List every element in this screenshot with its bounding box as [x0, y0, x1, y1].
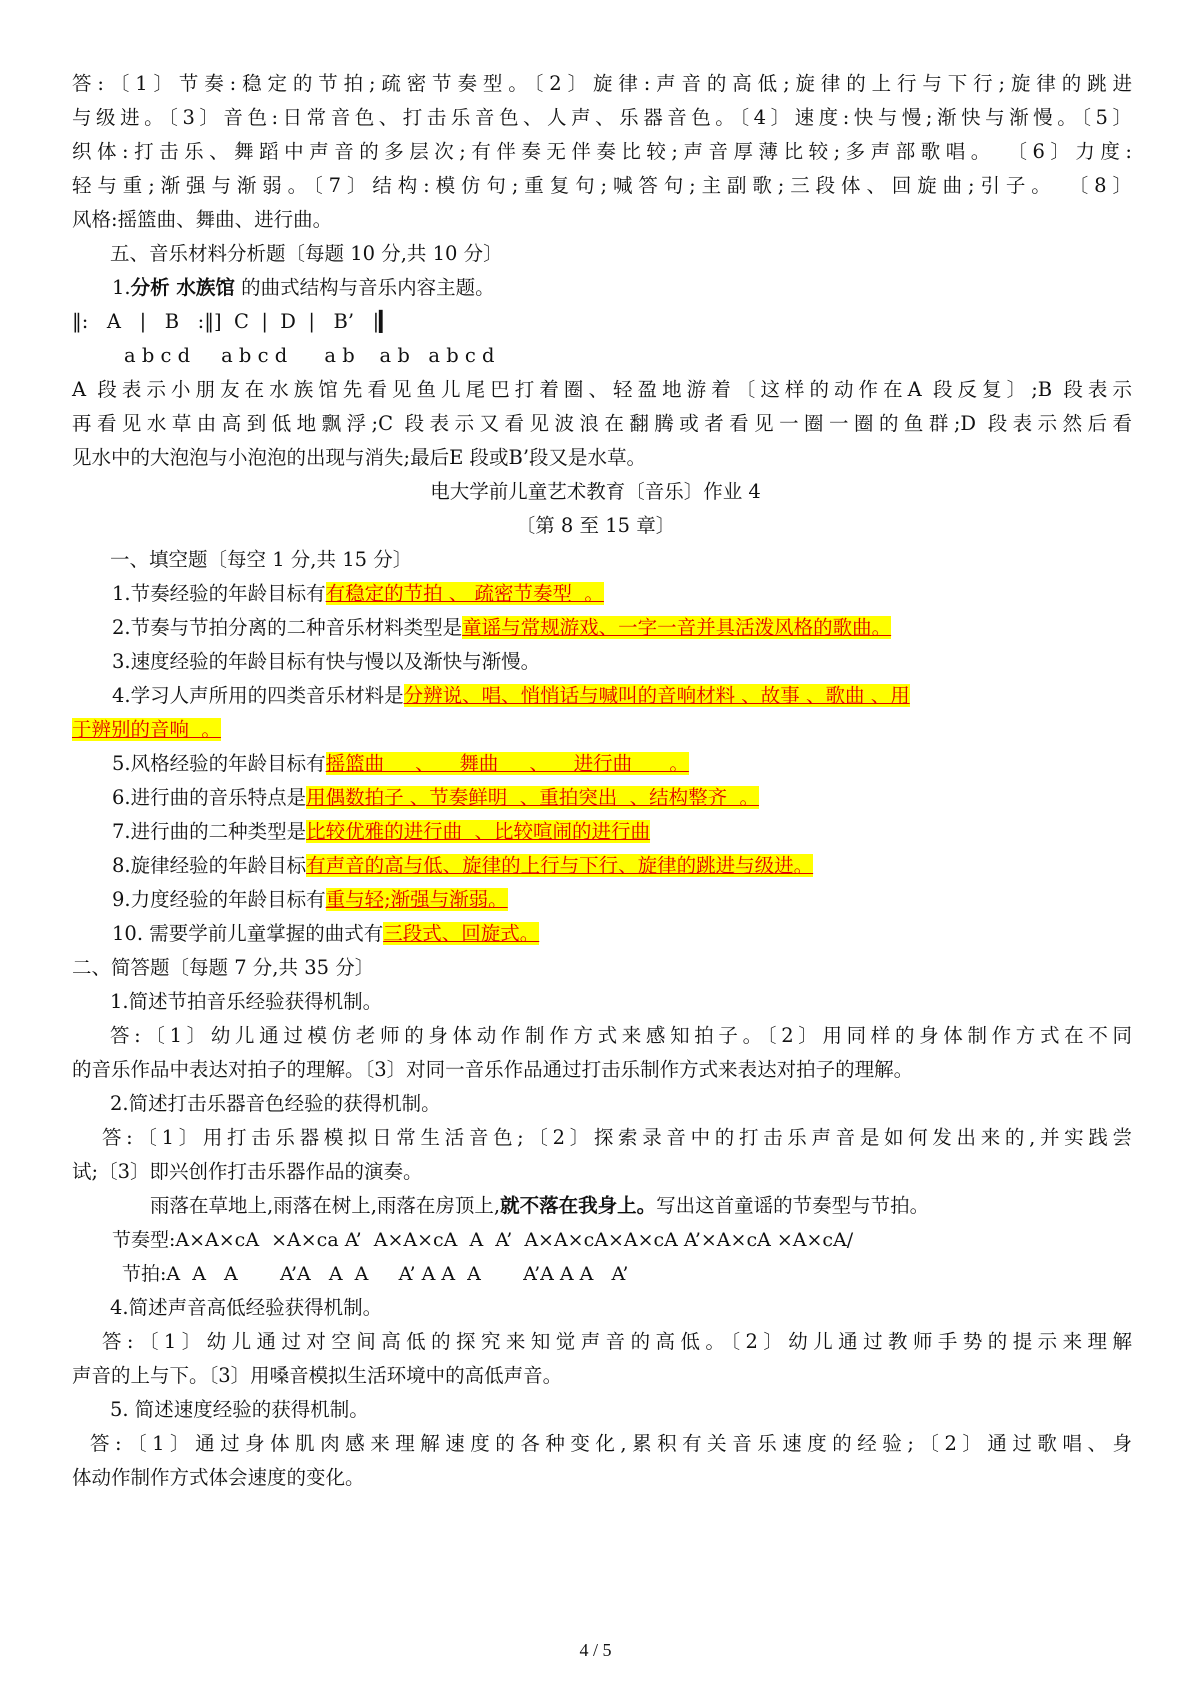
beat-pattern: 节拍:A A A A’A A A A’ A A A A’A A A A’ [122, 1263, 629, 1285]
rhyme-instruction: 写出这首童谣的节奏型与节拍。 [656, 1194, 930, 1217]
fill-question-6 [112, 780, 1172, 816]
rhyme-bold: 就不落在我身上。 [500, 1194, 657, 1217]
question-text: 5.风格经验的年龄目标有 [112, 752, 326, 775]
question-number: 1. [112, 276, 131, 299]
rhyme-question [150, 1188, 1191, 1224]
answer-line-3: 织体:打击乐、舞蹈中声音的多层次;有伴奏无伴奏比较;声音厚薄比较;多声部歌唱。 〔6〕力度: [72, 140, 1132, 163]
question-text: 7.进行曲的二种类型是 [112, 820, 307, 843]
highlighted-answer: 有稳定的节拍 、 疏密节奏型 。 [325, 582, 604, 605]
highlighted-answer: 三段式、回旋式。 [383, 922, 540, 945]
form-subsections: a b c d a b c d a b a b a b c d [124, 344, 495, 367]
form-structure: ‖: A | B :‖] C | D | B’ |▎ [72, 310, 395, 333]
short-question-4: 4.简述声音高低经验获得机制。 [110, 1296, 383, 1319]
fill-question-8 [112, 848, 1172, 884]
question-bold: 分析 水族馆 [130, 276, 235, 299]
short-answer-2-line-2: 试;〔3〕即兴创作打击乐器作品的演奏。 [72, 1160, 423, 1183]
highlighted-answer: 有声音的高与低、旋律的上行与下行、旋律的跳进与级进。 [306, 854, 814, 877]
analysis-para-2: 再看见水草由高到低地飘浮;C 段表示又看见波浪在翻腾或者看见一圈一圈的鱼群;D 段表示然后看 [72, 412, 1132, 435]
answer-line-5: 风格:摇篮曲、舞曲、进行曲。 [72, 208, 333, 231]
document-subtitle: 〔第 8 至 15 章〕 [515, 514, 676, 537]
highlighted-answer: 重与轻;渐强与渐弱。 [325, 888, 508, 911]
highlighted-answer: 于辨别的音响 。 [72, 718, 221, 741]
highlighted-answer: 比较优雅的进行曲 、比较喧闹的进行曲 [306, 820, 651, 843]
fill-question-9 [112, 882, 1172, 918]
short-answer-5-line-2: 体动作制作方式体会速度的变化。 [72, 1466, 365, 1489]
short-answer-5-line-1: 答:〔1〕通过身体肌肉感来理解速度的各种变化,累积有关音乐速度的经验;〔2〕通过歌唱、身 [90, 1432, 1132, 1455]
short-answer-4-line-1: 答:〔1〕幼儿通过对空间高低的探究来知觉声音的高低。〔2〕幼儿通过教师手势的提示来理解 [102, 1330, 1132, 1353]
short-answer-4-line-2: 声音的上与下。〔3〕用嗓音模拟生活环境中的高低声音。 [72, 1364, 563, 1387]
fill-question-7 [112, 814, 1172, 850]
section-heading-5: 五、音乐材料分析题〔每题 10 分,共 10 分〕 [110, 242, 503, 265]
analysis-para-3: 见水中的大泡泡与小泡泡的出现与消失;最后E 段或B’段又是水草。 [72, 446, 647, 469]
short-question-2: 2.简述打击乐器音色经验的获得机制。 [110, 1092, 441, 1115]
question-text: 4.学习人声所用的四类音乐材料是 [112, 684, 404, 707]
answer-line-1: 答:〔1〕节奏:稳定的节拍;疏密节奏型。〔2〕旋律:声音的高低;旋律的上行与下行;旋律的跳进 [72, 72, 1132, 95]
rhyme-text: 雨落在草地上,雨落在树上,雨落在房顶上, [150, 1194, 501, 1217]
question-text: 8.旋律经验的年龄目标 [112, 854, 307, 877]
short-answer-2-line-1: 答:〔1〕用打击乐器模拟日常生活音色;〔2〕探索录音中的打击乐声音是如何发出来的,并实践尝 [102, 1126, 1132, 1149]
section-heading-1: 一、填空题〔每空 1 分,共 15 分〕 [110, 548, 413, 571]
question-text: 10. 需要学前儿童掌握的曲式有 [112, 922, 384, 945]
short-answer-1-line-1: 答:〔1〕幼儿通过模仿老师的身体动作制作方式来感知拍子。〔2〕用同样的身体制作方式在不同 [110, 1024, 1132, 1047]
question-text: 6.进行曲的音乐特点是 [112, 786, 307, 809]
short-answer-1-line-2: 的音乐作品中表达对拍子的理解。〔3〕对同一音乐作品通过打击乐制作方式来表达对拍子的理解。 [72, 1058, 914, 1081]
fill-question-10 [112, 916, 1172, 952]
highlighted-answer: 摇篮曲 、 舞曲 、 进行曲 。 [325, 752, 689, 775]
fill-question-4-cont [72, 712, 1132, 748]
question-text: 2.节奏与节拍分离的二种音乐材料类型是 [112, 616, 463, 639]
fill-question-5 [112, 746, 1172, 782]
document-title: 电大学前儿童艺术教育〔音乐〕作业 4 [430, 480, 761, 503]
question-text: 9.力度经验的年龄目标有 [112, 888, 326, 911]
page-number: 4 / 5 [579, 1640, 612, 1660]
question-rest: 的曲式结构与音乐内容主题。 [234, 276, 495, 299]
answer-line-4: 轻与重;渐强与渐弱。〔7〕结构:模仿句;重复句;喊答句;主副歌;三段体、回旋曲;引子。 〔8〕 [72, 174, 1132, 197]
fill-question-2 [112, 610, 1172, 646]
short-question-5: 5. 简述速度经验的获得机制。 [110, 1398, 369, 1421]
question-analysis [112, 270, 1172, 306]
highlighted-answer: 用偶数拍子 、节奏鲜明 、重拍突出 、结构整齐 。 [306, 786, 759, 809]
fill-question-4 [112, 678, 1172, 714]
fill-question-3: 3.速度经验的年龄目标有快与慢以及渐快与渐慢。 [112, 650, 541, 673]
section-heading-2: 二、简答题〔每题 7 分,共 35 分〕 [72, 956, 375, 979]
question-text: 1.节奏经验的年龄目标有 [112, 582, 326, 605]
highlighted-answer: 童谣与常规游戏、一字一音并具活泼风格的歌曲。 [462, 616, 892, 639]
short-question-1: 1.简述节拍音乐经验获得机制。 [110, 990, 383, 1013]
fill-question-1 [112, 576, 1172, 612]
analysis-para-1: A 段表示小朋友在水族馆先看见鱼儿尾巴打着圈、轻盈地游着〔这样的动作在A 段反复〕;B 段表示 [72, 378, 1132, 401]
answer-line-2: 与级进。〔3〕音色:日常音色、打击乐音色、人声、乐器音色。〔4〕速度:快与慢;渐快与渐慢。〔5〕 [72, 106, 1132, 129]
rhythm-pattern: 节奏型:A×A×cA ×A×ca A’ A×A×cA A A’ A×A×cA×A×cA A’×A×cA ×A×cA/ [112, 1229, 854, 1251]
highlighted-answer: 分辨说、唱、悄悄话与喊叫的音响材料 、故事 、歌曲 、用 [403, 684, 910, 707]
